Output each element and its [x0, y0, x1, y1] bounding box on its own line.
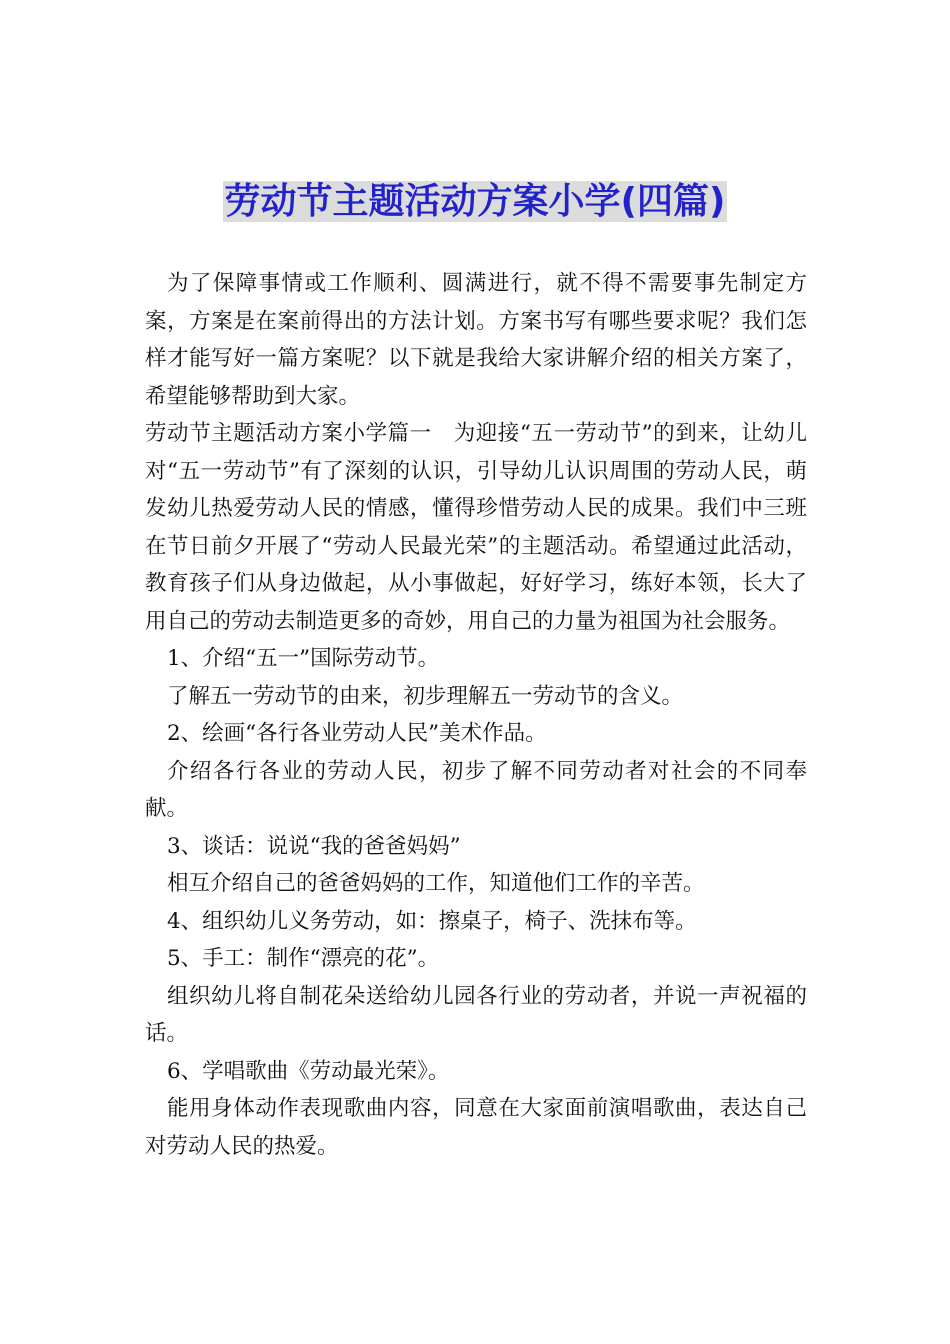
- list-item-5-detail: 组织幼儿将自制花朵送给幼儿园各行业的劳动者，并说一声祝福的话。: [145, 983, 807, 1046]
- list-item-3-detail: 相互介绍自己的爸爸妈妈的工作，知道他们工作的辛苦。: [167, 871, 705, 896]
- list-item-2-heading: 2、绘画“各行各业劳动人民”美术作品。: [167, 721, 547, 746]
- list-item-5-heading: 5、手工：制作“漂亮的花”。: [167, 946, 440, 971]
- list-item-3-heading: 3、谈话：说说“我的爸爸妈妈”: [167, 833, 461, 859]
- document-title-text: 劳动节主题活动方案小学(四篇): [224, 181, 726, 222]
- list-item-4-heading: 4、组织幼儿义务劳动，如：擦桌子，椅子、洗抹布等。: [167, 908, 697, 934]
- list-item-2-detail: 介绍各行各业的劳动人民，初步了解不同劳动者对社会的不同奉献。: [145, 758, 807, 821]
- list-item-6-detail: 能用身体动作表现歌曲内容，同意在大家面前演唱歌曲，表达自己对劳动人民的热爱。: [145, 1096, 807, 1159]
- document-body: [145, 265, 807, 1165]
- list-item-1-heading: 1、介绍“五一”国际劳动节。: [167, 646, 440, 671]
- intro-paragraph: 为了保障事情或工作顺利、圆满进行，就不得不需要事先制定方案，方案是在案前得出的方法计划。方案书写有哪些要求呢？我们怎样才能写好一篇方案呢？以下就是我给大家讲解介绍的相关方案了，希望能够帮助到大家。: [145, 271, 807, 409]
- section-one-paragraph: 劳动节主题活动方案小学篇一 为迎接“五一劳动节”的到来，让幼儿对“五一劳动节”有了深刻的认识，引导幼儿认识周围的劳动人民，萌发幼儿热爱劳动人民的情感，懂得珍惜劳动人民的成果。我们中三班在节日前夕开展了“劳动人民最光荣”的主题活动。希望通过此活动，教育孩子们从身边做起，从小事做起，好好学习，练好本领，长大了用自己的劳动去制造更多的奇妙，用自己的力量为祖国为社会服务。: [145, 421, 807, 634]
- list-item-1-detail: 了解五一劳动节的由来，初步理解五一劳动节的含义。: [167, 683, 684, 709]
- document-title: [0, 178, 950, 226]
- list-item-6-heading: 6、学唱歌曲《劳动最光荣》。: [167, 1058, 450, 1084]
